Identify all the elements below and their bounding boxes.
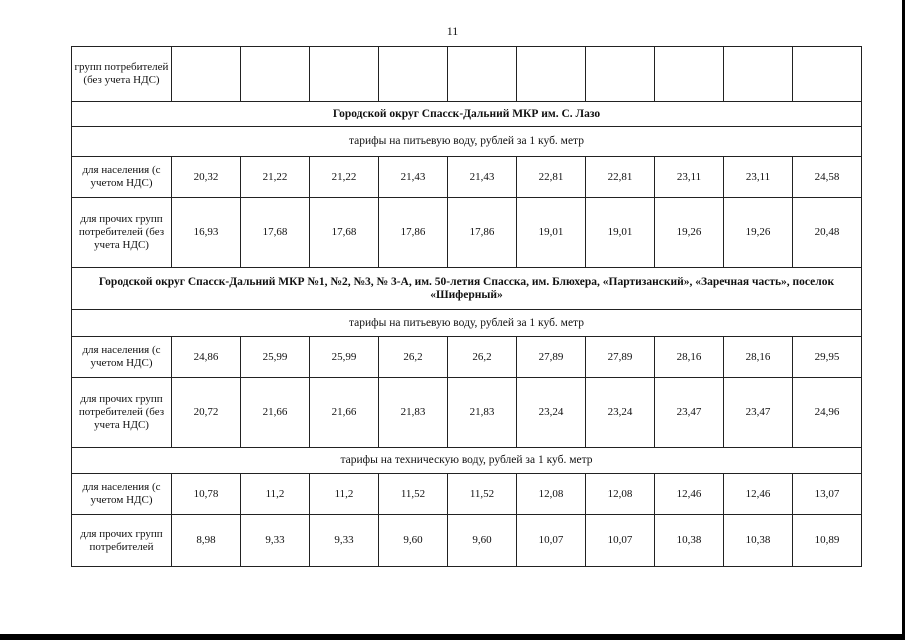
tariff-cell: 25,99 — [241, 337, 310, 378]
district-heading: Городской округ Спасск-Дальний МКР им. С. Лазо — [72, 102, 862, 127]
row-label: для населения (с учетом НДС) — [72, 157, 172, 198]
scan-border-bottom — [0, 634, 905, 640]
tariff-subheading: тарифы на питьевую воду, рублей за 1 куб. метр — [72, 127, 862, 157]
tariff-cell: 10,78 — [172, 474, 241, 515]
tariff-cell: 10,07 — [586, 515, 655, 567]
tariff-cell: 23,24 — [586, 378, 655, 448]
tariff-cell: 9,33 — [241, 515, 310, 567]
tariff-cell: 11,52 — [448, 474, 517, 515]
tariff-cell — [448, 47, 517, 102]
table-row — [72, 157, 862, 198]
tariff-cell: 26,2 — [448, 337, 517, 378]
row-label: для населения (с учетом НДС) — [72, 337, 172, 378]
tariff-cell: 22,81 — [586, 157, 655, 198]
tariff-cell: 21,83 — [379, 378, 448, 448]
tariff-cell: 22,81 — [517, 157, 586, 198]
tariff-cell: 21,43 — [379, 157, 448, 198]
tariff-cell: 17,68 — [310, 198, 379, 268]
tariff-cell: 25,99 — [310, 337, 379, 378]
tariff-cell: 11,2 — [241, 474, 310, 515]
tariff-cell — [655, 47, 724, 102]
table-row — [72, 474, 862, 515]
table-row — [72, 515, 862, 567]
tariff-cell: 27,89 — [586, 337, 655, 378]
table-row — [72, 337, 862, 378]
tariff-cell: 16,93 — [172, 198, 241, 268]
tariff-cell: 24,58 — [793, 157, 862, 198]
tariff-cell: 29,95 — [793, 337, 862, 378]
tariff-cell: 10,07 — [517, 515, 586, 567]
tariff-cell: 9,33 — [310, 515, 379, 567]
table-row — [72, 127, 862, 157]
tariff-cell — [172, 47, 241, 102]
tariff-subheading: тарифы на питьевую воду, рублей за 1 куб. метр — [72, 310, 862, 337]
tariff-cell: 17,86 — [379, 198, 448, 268]
tariff-cell: 8,98 — [172, 515, 241, 567]
table-row — [72, 378, 862, 448]
tariff-cell: 9,60 — [379, 515, 448, 567]
row-label: для прочих групп потребителей (без учета НДС) — [72, 378, 172, 448]
tariff-cell: 10,38 — [655, 515, 724, 567]
row-label: для населения (с учетом НДС) — [72, 474, 172, 515]
tariff-cell: 26,2 — [379, 337, 448, 378]
tariff-cell: 21,22 — [241, 157, 310, 198]
row-label: групп потребителей (без учета НДС) — [72, 47, 172, 102]
tariff-cell: 23,24 — [517, 378, 586, 448]
tariff-cell: 10,89 — [793, 515, 862, 567]
tariff-cell: 21,43 — [448, 157, 517, 198]
tariff-table-body — [72, 47, 862, 567]
tariff-cell: 9,60 — [448, 515, 517, 567]
table-row — [72, 47, 862, 102]
tariff-cell — [586, 47, 655, 102]
tariff-cell: 12,08 — [517, 474, 586, 515]
tariff-cell: 27,89 — [517, 337, 586, 378]
tariff-cell: 19,01 — [517, 198, 586, 268]
tariff-cell: 19,26 — [655, 198, 724, 268]
tariff-cell — [724, 47, 793, 102]
tariff-cell: 20,32 — [172, 157, 241, 198]
tariff-cell: 28,16 — [724, 337, 793, 378]
tariff-cell: 23,47 — [655, 378, 724, 448]
tariff-cell: 17,68 — [241, 198, 310, 268]
tariff-cell: 12,08 — [586, 474, 655, 515]
table-row — [72, 268, 862, 310]
table-row — [72, 102, 862, 127]
tariff-cell: 12,46 — [655, 474, 724, 515]
tariff-subheading: тарифы на техническую воду, рублей за 1 куб. метр — [72, 448, 862, 474]
tariff-table — [71, 46, 862, 567]
tariff-cell: 11,2 — [310, 474, 379, 515]
tariff-cell — [379, 47, 448, 102]
table-row — [72, 448, 862, 474]
tariff-cell — [517, 47, 586, 102]
tariff-cell — [310, 47, 379, 102]
tariff-cell: 17,86 — [448, 198, 517, 268]
tariff-cell — [793, 47, 862, 102]
tariff-cell: 21,22 — [310, 157, 379, 198]
row-label: для прочих групп потребителей — [72, 515, 172, 567]
tariff-cell: 10,38 — [724, 515, 793, 567]
tariff-cell: 20,48 — [793, 198, 862, 268]
tariff-cell: 24,86 — [172, 337, 241, 378]
tariff-cell: 21,66 — [310, 378, 379, 448]
tariff-cell: 11,52 — [379, 474, 448, 515]
table-row — [72, 198, 862, 268]
district-heading: Городской округ Спасск-Дальний МКР №1, №2, №3, № 3-А, им. 50-летия Спасска, им. Блюхера, «Партизанский», «Заречная часть», поселок «Шиферный» — [72, 268, 862, 310]
page-number: 11 — [446, 24, 459, 38]
tariff-cell: 19,26 — [724, 198, 793, 268]
row-label: для прочих групп потребителей (без учета НДС) — [72, 198, 172, 268]
tariff-cell: 12,46 — [724, 474, 793, 515]
tariff-cell: 23,11 — [655, 157, 724, 198]
table-row — [72, 310, 862, 337]
tariff-cell: 20,72 — [172, 378, 241, 448]
tariff-cell: 23,47 — [724, 378, 793, 448]
tariff-cell — [241, 47, 310, 102]
tariff-cell: 24,96 — [793, 378, 862, 448]
tariff-cell: 28,16 — [655, 337, 724, 378]
tariff-cell: 19,01 — [586, 198, 655, 268]
tariff-cell: 21,83 — [448, 378, 517, 448]
tariff-cell: 23,11 — [724, 157, 793, 198]
tariff-cell: 21,66 — [241, 378, 310, 448]
tariff-cell: 13,07 — [793, 474, 862, 515]
